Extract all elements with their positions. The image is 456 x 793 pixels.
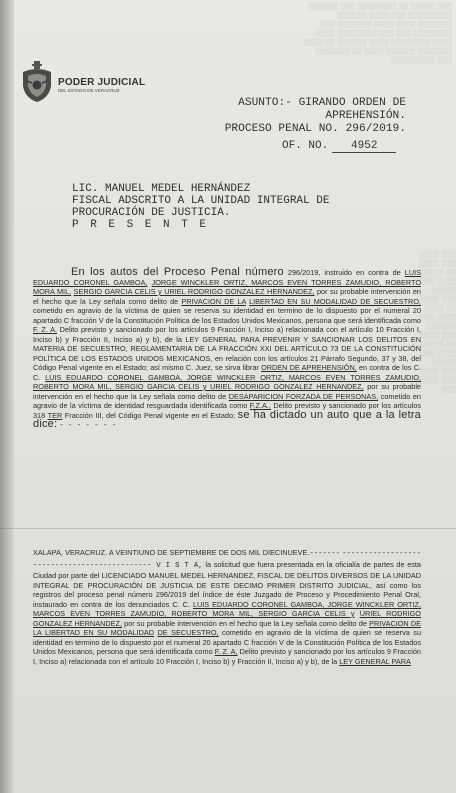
text-run: URIEL RODRIGO GONZALEZ HERNANDEZ,: [33, 609, 421, 628]
text-run: se ha dictado un auto que a la letra dice:: [33, 408, 422, 430]
addressee-title-1: FISCAL ADSCRITO A LA UNIDAD INTEGRAL DE: [72, 195, 330, 207]
text-run: TER: [47, 410, 63, 420]
text-run: por su probable intervención en el hecho que la Ley señala como delito de: [124, 618, 367, 628]
text-run: Delito previsto y sancionado por los artículos 9 Fracción I, Inciso a) relacionada con el artículo 10 Fracción I, Inciso b) y Fracción II, Inciso a) y b), de la LEY GENERAL PARA PREVENIR Y SANCIONAR LOS DELITOS EN MATERIA DE SECUESTRO, REGLAMENTARIA DE LA FRACCIÓN XXI DEL ARTÍCULO 73 DE LA CONSTITUCIÓN POLÍTICA DE LOS ESTADOS UNIDOS MEXICANOS, en relación con los artículos 21 Párrafo Segundo, 37 y 38, del Código Penal vigente en el Estado; así mismo C. Juez, se sirva librar: [33, 325, 421, 372]
text-run: -------: [309, 550, 341, 558]
first-paragraph: [33, 268, 421, 432]
subject-line-3: PROCESO PENAL NO. 296/2019.: [224, 123, 406, 135]
text-run: en contra de los C. C.: [33, 363, 422, 382]
judicial-seal-icon: [19, 60, 55, 104]
text-run: Delito previsto y sancionado por los artículos 318: [33, 401, 421, 420]
bleed-through-text: ▒▒▒ ▒▒▒▒▒ ▒▒ ▒▒▒▒▒▒▒▒ ▒▒▒ ▒▒▒▒▒▒ ▒▒▒▒▒▒▒▒▒ ▒▒▒ ▒▒▒▒ ▒▒▒▒▒▒ ▒▒▒▒▒▒▒ ▒▒▒▒ ▒▒▒▒ ▒▒▒▒▒▒▒ ▒▒▒ ▒▒▒▒▒▒▒▒ ▒▒▒ ▒▒▒ ▒▒▒▒▒▒▒▒ ▒▒▒▒ ▒▒▒▒ ▒▒▒▒▒▒▒▒ ▒▒▒▒ ▒▒▒▒▒▒ ▒▒ ▒▒▒▒ ▒▒▒▒▒▒▒ ▒▒▒▒▒▒ ▒▒▒▒ ▒▒ ▒▒▒▒▒▒▒ ▒▒▒ ▒▒▒▒▒▒▒▒▒: [303, 3, 452, 64]
office-number-value: 4952: [332, 140, 396, 153]
text-run: En los autos del Proceso Penal número: [71, 266, 284, 278]
text-run: PRIVACION DE LA LIBERTAD EN SU MODALIDAD: [33, 618, 422, 637]
text-run: LUIS EDUARDO CORONEL GAMBOA,: [33, 268, 421, 287]
text-run: XALAPA, VERACRUZ. A VEINTIUNO DE SEPTIEMBRE DE DOS MIL DIECINUEVE.: [33, 548, 310, 557]
second-paragraph: [33, 548, 421, 666]
text-run: PRIVACION DE LA: [181, 296, 246, 306]
text-run: por su probable intervención en el hecho que la Ley señala como delito de: [33, 287, 421, 306]
text-run: DESAPARICION FORZADA DE PERSONAS,: [228, 391, 379, 401]
text-run: --------------------------------------------- V I S T A,: [33, 550, 421, 570]
text-run: LEY GENERAL PARA: [339, 656, 411, 666]
addressee-title-2: PROCURACIÓN DE JUSTICIA.: [72, 207, 231, 219]
institution-subtitle: DEL ESTADO DE VERACRUZ: [58, 88, 120, 93]
text-run: 296/2019, instruido en contra de: [287, 268, 401, 277]
page-edge-shadow: [0, 0, 14, 793]
subject-line-2: APREHENSIÓN.: [325, 110, 406, 122]
subject-block: [220, 97, 406, 136]
paper-fold: [0, 528, 456, 529]
addressee-block: [72, 183, 329, 231]
office-label: OF. NO.: [282, 140, 329, 152]
text-run: MARCOS EVEN TORRES ZAMUDIO, ROBERTO MORA MIL, SERGIO GARCIA CELIS y: [33, 609, 355, 618]
text-run: cometido en agravio de la víctima de identidad resguardada identificada como: [33, 391, 421, 410]
text-run: F. Z. A.: [33, 325, 57, 334]
text-run: LUIS EDUARDO CORONEL GAMBOA, JORGE WINCKLER ORTIZ,: [192, 599, 421, 609]
text-run: Fracción III, del Código Penal vigente en el Estado;: [62, 410, 236, 420]
text-run: ORDEN DE APREHENSIÓN,: [261, 363, 357, 372]
text-run: cometido en agravio de la víctima de quien se reserva su identidad en termino de lo dispuesto por el numeral 20 apartado C fracción V de la Constitución Política de los Estados Unidos Mexicanos, persona que será identificada como: [33, 306, 421, 325]
text-run: SERGIO GARCIA CELIS y URIEL RODRIGO GONZALEZ HERNANDEZ,: [73, 287, 315, 296]
institution-name: PODER JUDICIAL: [58, 77, 146, 88]
text-run: LUIS EDUARDO CORONEL GAMBOA, JORGE WINCKLER ORTIZ, MARCOS EVEN TORRES ZAMUDIO, ROBERTO MORA MIL, SERGIO GARCIA CELIS y URIEL RODRIGO GONZALEZ HERNANDEZ,: [33, 372, 421, 391]
bleed-through-margin: ▒▒▒ ▒▒▒▒ ▒▒▒ ▒▒▒▒ ▒▒ ▒▒▒▒▒ ▒▒▒▒ ▒▒▒ ▒▒▒▒▒ ▒▒▒ ▒▒▒▒ ▒▒ ▒▒▒▒ ▒▒▒▒ ▒▒▒ ▒▒▒▒▒▒ ▒▒▒ ▒▒▒▒ ▒▒ ▒▒▒▒▒ ▒▒▒▒ ▒▒▒ ▒▒▒▒▒ ▒▒▒ ▒▒▒▒ ▒▒▒ ▒▒▒▒ ▒▒▒: [419, 251, 456, 393]
text-run: JORGE WINCKLER ORTIZ, MARCOS EVEN TORRES ZAMUDIO, ROBERTO MORA MIL,: [33, 277, 422, 296]
subject-line-1: ASUNTO:- GIRANDO ORDEN DE: [238, 97, 406, 109]
text-run: DE SECUESTRO,: [157, 628, 219, 637]
text-run: - - - - - - -: [59, 422, 117, 430]
office-number: [282, 140, 396, 153]
text-run: por su probable intervención en el hecho que la Ley señala como delito de: [33, 382, 421, 401]
addressee-name: LIC. MANUEL MEDEL HERNÁNDEZ: [72, 183, 251, 195]
text-run: Delito previsto y sancionado por los artículos 9 Fracción I, Inciso a) relacionada con el artículo 10 Fracción I, Inciso b) y Fracción II, Inciso a) y b), de la: [33, 647, 421, 666]
text-run: cometido en agravio de la víctima de quien se reserva su identidad en termino de lo dispuesto por el numeral 20 apartado C fracción V de la Constitución Política de los Estados Unidos Mexicanos, persona que será identificada como: [33, 628, 421, 656]
text-run: la solicitud que fuera presentada en la oficialía de partes de esta Ciudad por parte del LICENCIADO MANUEL MEDEL HERNANDEZ, FISCAL DE DELITOS DIVERSOS DE LA UNIDAD INTEGRAL DE PROCURACIÓN DE JUSTICIA DE ESTE DECIMO PRIMER DISTRITO JUDICIAL, así como los registros del proceso penal número 296/2019 del índice de éste Juzgado de Proceso y Procedimiento Penal Oral, instaurado en contra de los denunciados C. C.: [33, 559, 421, 609]
text-run: F. Z. A,: [214, 647, 238, 656]
text-run: LIBERTAD EN SU MODALIDAD DE SECUESTRO,: [249, 296, 422, 306]
addressee-presente: P R E S E N T E: [72, 219, 209, 231]
text-run: F.Z.A.,: [249, 401, 271, 410]
